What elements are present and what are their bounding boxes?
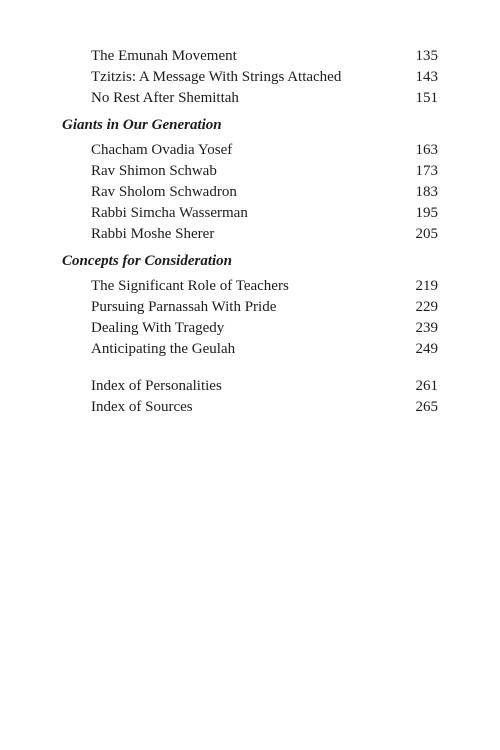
toc-entry — [62, 339, 438, 360]
toc-entry — [62, 318, 438, 339]
toc-entry — [62, 224, 438, 245]
toc-entry-page: 195 — [415, 205, 438, 221]
toc-entry-page: 205 — [415, 226, 438, 242]
toc-entry — [62, 203, 438, 224]
toc-entry-title: Index of Personalities — [91, 378, 222, 394]
toc-entry — [62, 46, 438, 67]
toc-entry — [62, 297, 438, 318]
toc-entry — [62, 182, 438, 203]
toc-entry-page: 151 — [415, 90, 438, 106]
toc-entry-page: 239 — [415, 320, 438, 336]
toc-entry-page: 163 — [415, 142, 438, 158]
spacer — [62, 360, 438, 376]
section-heading: Concepts for Consideration — [62, 253, 233, 269]
toc-entry-title: Rabbi Simcha Wasserman — [91, 205, 248, 221]
toc-entry-page: 173 — [415, 163, 438, 179]
toc-entry — [62, 67, 438, 88]
toc-entry-title: No Rest After Shemittah — [91, 90, 239, 106]
table-of-contents — [62, 46, 438, 418]
toc-entry-page: 249 — [415, 341, 438, 357]
toc-entry-title: The Significant Role of Teachers — [91, 278, 289, 294]
toc-entry-title: Tzitzis: A Message With Strings Attached — [91, 69, 342, 85]
toc-entry-title: Index of Sources — [91, 399, 193, 415]
toc-entry-page: 183 — [415, 184, 438, 200]
section-heading: Giants in Our Generation — [62, 117, 222, 133]
toc-entry — [62, 88, 438, 109]
toc-entry — [62, 140, 438, 161]
toc-entry-title: Rabbi Moshe Sherer — [91, 226, 215, 242]
toc-entry-title: The Emunah Movement — [91, 48, 237, 64]
toc-entry-page: 261 — [415, 378, 438, 394]
toc-entry — [62, 376, 438, 397]
toc-entry-page: 219 — [415, 278, 438, 294]
toc-entry-title: Rav Shimon Schwab — [91, 163, 217, 179]
toc-entry-page: 135 — [415, 48, 438, 64]
toc-entry-title: Dealing With Tragedy — [91, 320, 225, 336]
toc-entry — [62, 276, 438, 297]
toc-entry-page: 143 — [415, 69, 438, 85]
toc-entry-title: Anticipating the Geulah — [91, 341, 236, 357]
toc-entry — [62, 161, 438, 182]
toc-entry-page: 265 — [415, 399, 438, 415]
toc-entry-page: 229 — [415, 299, 438, 315]
toc-entry-title: Pursuing Parnassah With Pride — [91, 299, 277, 315]
toc-entry-title: Rav Sholom Schwadron — [91, 184, 237, 200]
toc-entry — [62, 397, 438, 418]
toc-entry-title: Chacham Ovadia Yosef — [91, 142, 233, 158]
